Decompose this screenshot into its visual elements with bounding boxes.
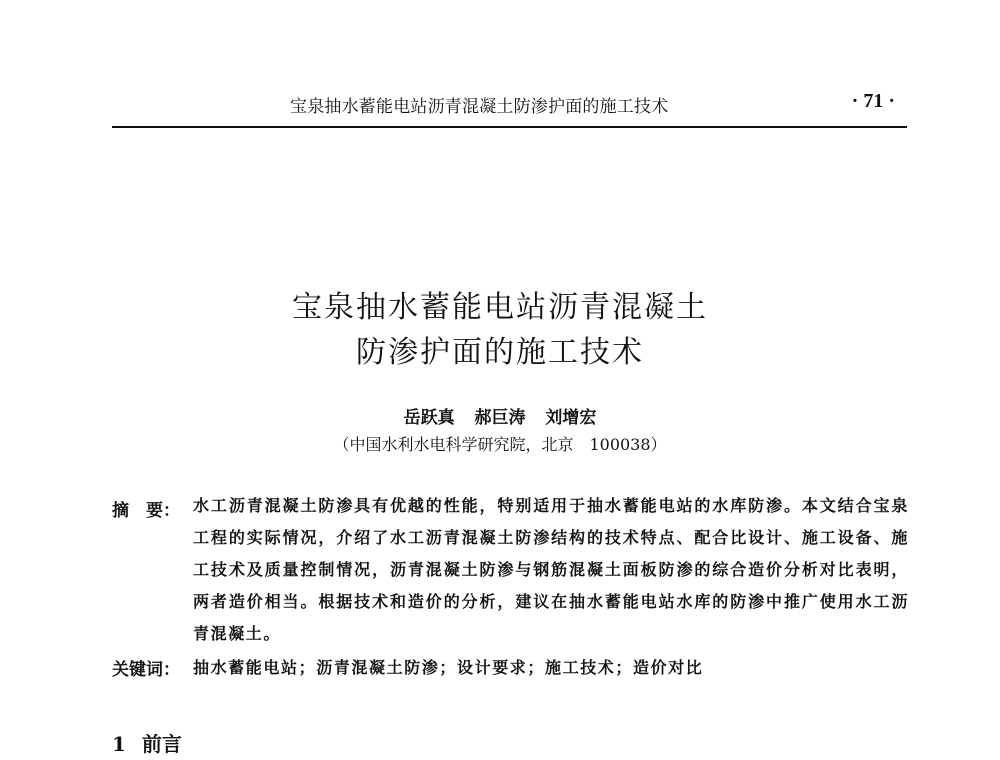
abstract-label: 摘 要： [112,501,180,521]
paper-title-line-2: 防渗护面的施工技术 [356,335,644,370]
authors: 岳跃真 郝巨涛 刘增宏 [403,408,597,428]
header-divider [112,126,907,128]
abstract-text: 水工沥青混凝土防渗具有优越的性能，特别适用于抽水蓄能电站的水库防渗。本文结合宝泉工程的实际情况，介绍了水工沥青混凝土防渗结构的技术特点、配合比设计、施工设备、施工技术及质量控制情况，沥青混凝土防渗与钢筋混凝土面板防渗的综合造价分析对比表明，两者造价相当。根据技术和造价的分析，建议在抽水蓄能电站水库的防渗中推广使用水工沥青混凝土。 [193,496,909,643]
keywords-text: 抽水蓄能电站；沥青混凝土防渗；设计要求；施工技术；造价对比 [193,658,704,677]
paper-title-line-1: 宝泉抽水蓄能电站沥青混凝土 [292,290,708,325]
section-number: 1 [112,732,126,756]
running-header [112,92,907,120]
affiliation: （中国水利水电科学研究院，北京 100038） [333,435,667,454]
section-title: 前言 [141,732,182,756]
running-title: 宝泉抽水蓄能电站沥青混凝土防渗护面的施工技术 [290,97,669,117]
page-number: · 71 · [851,90,895,112]
keywords-label: 关键词： [112,660,180,680]
section-heading [112,728,182,757]
